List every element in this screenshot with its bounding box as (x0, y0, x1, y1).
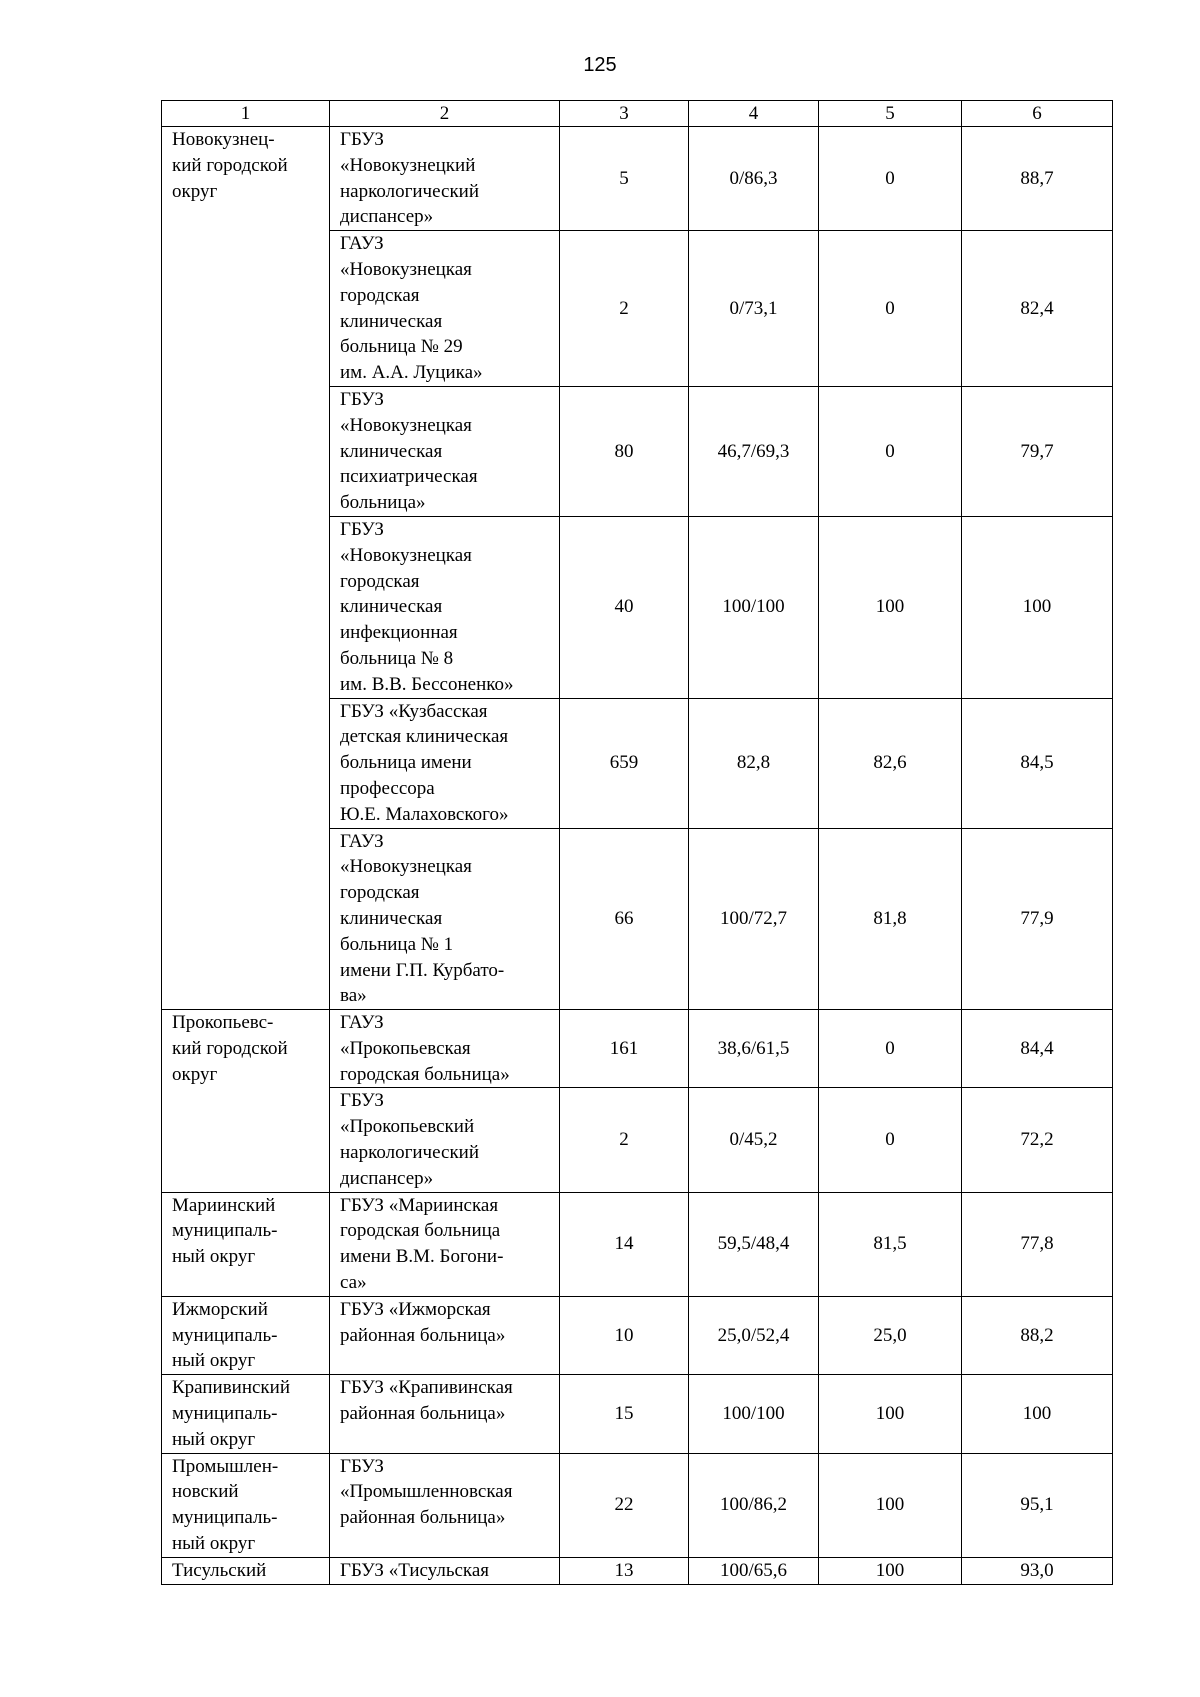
value-cell-c3: 2 (560, 231, 689, 387)
table-header-row (162, 101, 1113, 127)
value-cell-c4: 25,0/52,4 (689, 1296, 819, 1374)
district-cell: Промышлен- новский муниципаль- ный округ (162, 1453, 330, 1557)
value-cell-c6: 93,0 (962, 1557, 1113, 1584)
organization-cell: ГАУЗ «Прокопьевская городская больница» (330, 1010, 560, 1088)
table-row (162, 1296, 1113, 1374)
value-cell-c3: 66 (560, 828, 689, 1010)
value-cell-c6: 79,7 (962, 386, 1113, 516)
table-row (162, 1375, 1113, 1453)
organization-cell: ГАУЗ «Новокузнецкая городская клиническая больница № 29 им. А.А. Луцика» (330, 231, 560, 387)
district-cell: Тисульский (162, 1557, 330, 1584)
column-header: 6 (962, 101, 1113, 127)
value-cell-c3: 14 (560, 1192, 689, 1296)
value-cell-c5: 0 (819, 231, 962, 387)
value-cell-c5: 81,8 (819, 828, 962, 1010)
value-cell-c5: 82,6 (819, 698, 962, 828)
table-row (162, 1192, 1113, 1296)
value-cell-c5: 100 (819, 1557, 962, 1584)
value-cell-c5: 25,0 (819, 1296, 962, 1374)
table-row (162, 1010, 1113, 1088)
value-cell-c3: 5 (560, 127, 689, 231)
value-cell-c5: 100 (819, 1453, 962, 1557)
district-cell: Прокопьевс- кий городской округ (162, 1010, 330, 1193)
value-cell-c3: 659 (560, 698, 689, 828)
value-cell-c6: 77,9 (962, 828, 1113, 1010)
value-cell-c5: 0 (819, 1088, 962, 1192)
value-cell-c4: 46,7/69,3 (689, 386, 819, 516)
value-cell-c4: 82,8 (689, 698, 819, 828)
value-cell-c4: 0/45,2 (689, 1088, 819, 1192)
column-header: 1 (162, 101, 330, 127)
value-cell-c4: 0/73,1 (689, 231, 819, 387)
value-cell-c3: 13 (560, 1557, 689, 1584)
value-cell-c5: 100 (819, 1375, 962, 1453)
value-cell-c4: 100/65,6 (689, 1557, 819, 1584)
value-cell-c4: 100/86,2 (689, 1453, 819, 1557)
column-header: 2 (330, 101, 560, 127)
value-cell-c6: 84,5 (962, 698, 1113, 828)
value-cell-c5: 81,5 (819, 1192, 962, 1296)
page-number: 125 (583, 54, 617, 76)
value-cell-c6: 100 (962, 516, 1113, 698)
table-row (162, 1453, 1113, 1557)
value-cell-c6: 88,2 (962, 1296, 1113, 1374)
district-cell: Ижморский муниципаль- ный округ (162, 1296, 330, 1374)
value-cell-c4: 100/72,7 (689, 828, 819, 1010)
organization-cell: ГБУЗ «Новокузнецкая клиническая психиатрическая больница» (330, 386, 560, 516)
value-cell-c6: 72,2 (962, 1088, 1113, 1192)
district-cell: Мариинский муниципаль- ный округ (162, 1192, 330, 1296)
value-cell-c4: 0/86,3 (689, 127, 819, 231)
value-cell-c4: 100/100 (689, 1375, 819, 1453)
value-cell-c4: 38,6/61,5 (689, 1010, 819, 1088)
organization-cell: ГБУЗ «Прокопьевский наркологический диспансер» (330, 1088, 560, 1192)
value-cell-c3: 15 (560, 1375, 689, 1453)
column-header: 4 (689, 101, 819, 127)
value-cell-c3: 161 (560, 1010, 689, 1088)
organization-cell: ГБУЗ «Мариинская городская больница имени В.М. Богони- са» (330, 1192, 560, 1296)
value-cell-c6: 77,8 (962, 1192, 1113, 1296)
organization-cell: ГБУЗ «Ижморская районная больница» (330, 1296, 560, 1374)
value-cell-c4: 100/100 (689, 516, 819, 698)
table-row (162, 1557, 1113, 1584)
table-row (162, 127, 1113, 231)
value-cell-c3: 22 (560, 1453, 689, 1557)
organization-cell: ГБУЗ «Новокузнецкий наркологический диспансер» (330, 127, 560, 231)
value-cell-c6: 82,4 (962, 231, 1113, 387)
district-cell: Новокузнец- кий городской округ (162, 127, 330, 1010)
value-cell-c6: 84,4 (962, 1010, 1113, 1088)
column-header: 5 (819, 101, 962, 127)
organization-cell: ГБУЗ «Тисульская (330, 1557, 560, 1584)
value-cell-c5: 0 (819, 127, 962, 231)
value-cell-c3: 40 (560, 516, 689, 698)
organization-cell: ГБУЗ «Кузбасская детская клиническая больница имени профессора Ю.Е. Малаховского» (330, 698, 560, 828)
value-cell-c3: 80 (560, 386, 689, 516)
district-cell: Крапивинский муниципаль- ный округ (162, 1375, 330, 1453)
value-cell-c5: 100 (819, 516, 962, 698)
data-table (161, 100, 1113, 1585)
table-body (162, 101, 1113, 1585)
value-cell-c5: 0 (819, 1010, 962, 1088)
value-cell-c5: 0 (819, 386, 962, 516)
organization-cell: ГБУЗ «Крапивинская районная больница» (330, 1375, 560, 1453)
value-cell-c6: 100 (962, 1375, 1113, 1453)
organization-cell: ГБУЗ «Новокузнецкая городская клиническая инфекционная больница № 8 им. В.В. Бессоненко» (330, 516, 560, 698)
value-cell-c6: 95,1 (962, 1453, 1113, 1557)
organization-cell: ГАУЗ «Новокузнецкая городская клиническая больница № 1 имени Г.П. Курбато- ва» (330, 828, 560, 1010)
organization-cell: ГБУЗ «Промышленновская районная больница» (330, 1453, 560, 1557)
value-cell-c3: 10 (560, 1296, 689, 1374)
value-cell-c6: 88,7 (962, 127, 1113, 231)
value-cell-c4: 59,5/48,4 (689, 1192, 819, 1296)
column-header: 3 (560, 101, 689, 127)
value-cell-c3: 2 (560, 1088, 689, 1192)
